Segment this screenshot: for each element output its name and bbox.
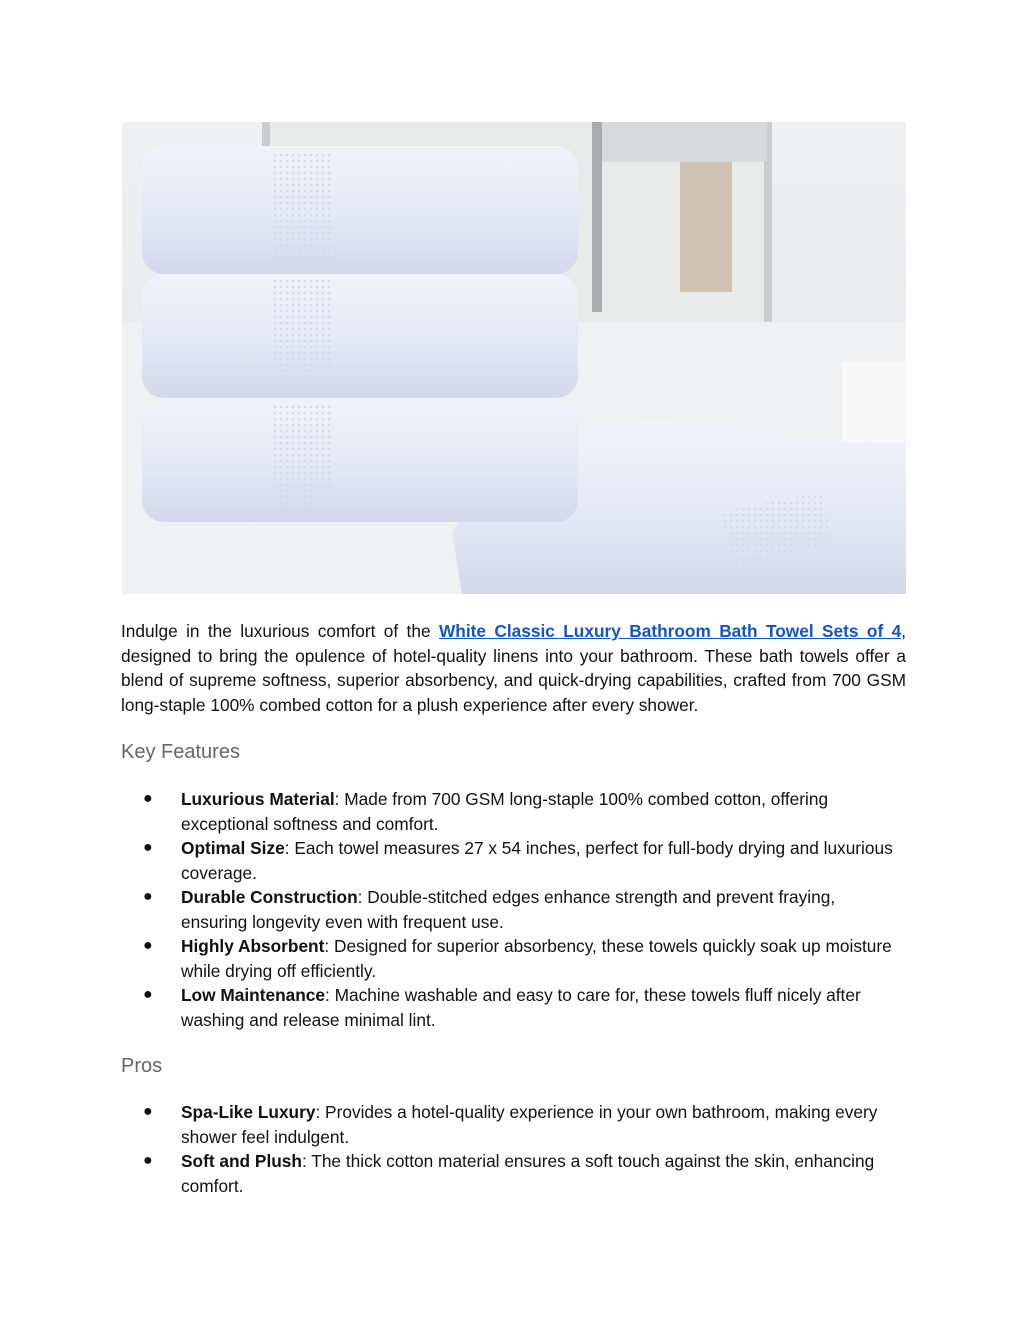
intro-paragraph — [121, 619, 906, 717]
pro-text: : The thick cotton material ensures a soft touch against the skin, enhancing comfort. — [181, 1151, 875, 1196]
feature-label: Low Maintenance — [181, 985, 326, 1005]
feature-label: Highly Absorbent — [181, 936, 325, 956]
bullet-icon: ● — [143, 986, 153, 1003]
list-item — [121, 1149, 901, 1198]
towel-stack-image — [122, 122, 906, 594]
key-features-list — [121, 787, 901, 1032]
feature-text: : Made from 700 GSM long-staple 100% combed cotton, offering exceptional softness and comfort. — [181, 789, 829, 834]
list-item — [121, 983, 901, 1032]
pros-list — [121, 1100, 901, 1198]
bullet-icon: ● — [143, 839, 153, 856]
list-item — [121, 934, 901, 983]
feature-label: Luxurious Material — [181, 789, 335, 809]
list-item — [121, 1100, 901, 1149]
feature-text: : Double-stitched edges enhance strength and prevent fraying, ensuring longevity even with frequent use. — [181, 887, 836, 932]
key-features-heading: Key Features — [121, 741, 240, 763]
bullet-icon: ● — [143, 888, 153, 905]
feature-text: : Each towel measures 27 x 54 inches, perfect for full-body drying and luxurious coverage. — [181, 838, 893, 883]
bullet-icon: ● — [143, 1152, 153, 1169]
pro-text: : Provides a hotel-quality experience in your own bathroom, making every shower feel indulgent. — [181, 1102, 878, 1147]
bullet-icon: ● — [143, 790, 153, 807]
pro-label: Soft and Plush — [181, 1151, 302, 1171]
feature-label: Optimal Size — [181, 838, 285, 858]
towel-photo-illustration — [122, 122, 906, 594]
list-item — [121, 836, 901, 885]
product-link[interactable]: White Classic Luxury Bathroom Bath Towel Sets of 4 — [438, 621, 902, 641]
list-item — [121, 885, 901, 934]
feature-label: Durable Construction — [181, 887, 358, 907]
intro-text-after-link: , designed to bring the opulence of hotel-quality linens into your bathroom. These bath towels offer a blend of supreme softness, superior absorbency, and quick-drying capabilities, crafted from 700 GSM long-staple 100% combed cotton for a plush experience after every shower. — [121, 621, 906, 715]
bullet-icon: ● — [143, 1103, 153, 1120]
pros-heading: Pros — [121, 1055, 163, 1077]
bullet-icon: ● — [143, 937, 153, 954]
feature-text: : Machine washable and easy to care for, these towels fluff nicely after washing and release minimal lint. — [181, 985, 861, 1030]
pro-label: Spa-Like Luxury — [181, 1102, 316, 1122]
intro-text-before-link: Indulge in the luxurious comfort of the — [121, 621, 439, 641]
list-item — [121, 787, 901, 836]
feature-text: : Designed for superior absorbency, these towels quickly soak up moisture while drying off efficiently. — [181, 936, 892, 981]
